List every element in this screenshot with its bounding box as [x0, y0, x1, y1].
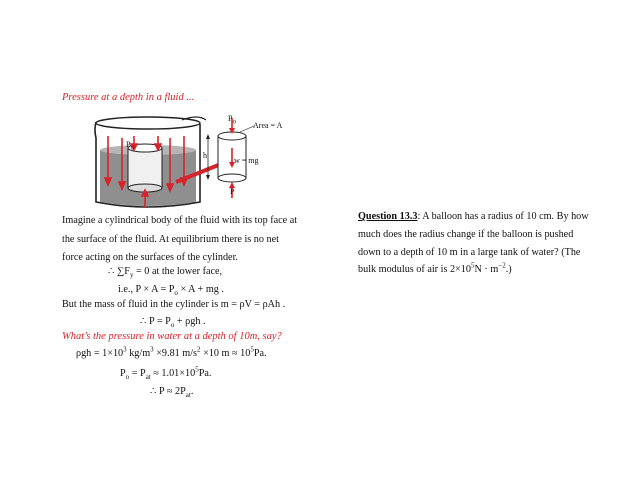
area-leader — [240, 126, 254, 132]
cylinder-bottom — [218, 174, 246, 182]
question-13-3-line3: down to a depth of 10 m in a large tank of water? (The — [358, 247, 581, 258]
h-dim-top — [206, 134, 210, 139]
inner-cylinder — [128, 148, 162, 188]
question-prompt: What’s the pressure in water at a depth of 10m, say? — [62, 331, 282, 342]
weight-label: w = mg — [234, 156, 259, 165]
question-title: Question 13.3 — [358, 211, 418, 222]
equation-atmospheric: $P_o = P_{at} \approx 1.01\times 10^5Pa$. — [120, 365, 212, 382]
text-line: the surface of the fluid. At equilibrium there is no net — [62, 234, 279, 245]
height-label: h — [203, 151, 207, 160]
equation-result: ∴ $P \approx 2P_{at}$. — [150, 386, 194, 400]
equation-rho-g-h: $\rho gh = 1\times 10^3$ $kg/m^3 \times 9.81$ $m/s^2 \times 10$ $m \approx 10^5Pa$. — [76, 345, 267, 359]
h-dim-bottom — [206, 175, 210, 180]
text-line: force acting on the surfaces of the cylinder. — [62, 252, 238, 263]
question-13-3-line4: bulk modulus of air is $2\times 10^5N \cdot m^{-2}$.) — [358, 261, 512, 275]
text-line: Imagine a cylindrical body of the fluid with its top face at — [62, 215, 298, 226]
area-label: Area = A — [253, 121, 283, 130]
question-13-3-line1: Question 13.3: A balloon has a radius of 10 cm. By how — [358, 211, 589, 222]
section-heading: Pressure at a depth in a fluid ... — [62, 92, 195, 103]
equation-pressure-depth: ∴ $P = P_o + \rho gh$ . — [140, 316, 206, 330]
text-line-mass: But the mass of fluid in the cylinder is m = ρV = ρAh . — [62, 299, 286, 310]
cylinder-po-label: $P_o$ — [228, 114, 236, 126]
equation-sum-forces: ∴ $\sum F_y = 0$ at the lower face, — [108, 266, 223, 280]
beaker-po-label: $P_o$ — [126, 140, 134, 152]
equation-force-balance: i.e., $P \times A = P_o \times A$ + mg . — [118, 284, 224, 298]
pressure-p-label: P — [230, 187, 235, 196]
question-13-3-line2: much does the radius change if the balloon is pushed — [358, 229, 574, 240]
